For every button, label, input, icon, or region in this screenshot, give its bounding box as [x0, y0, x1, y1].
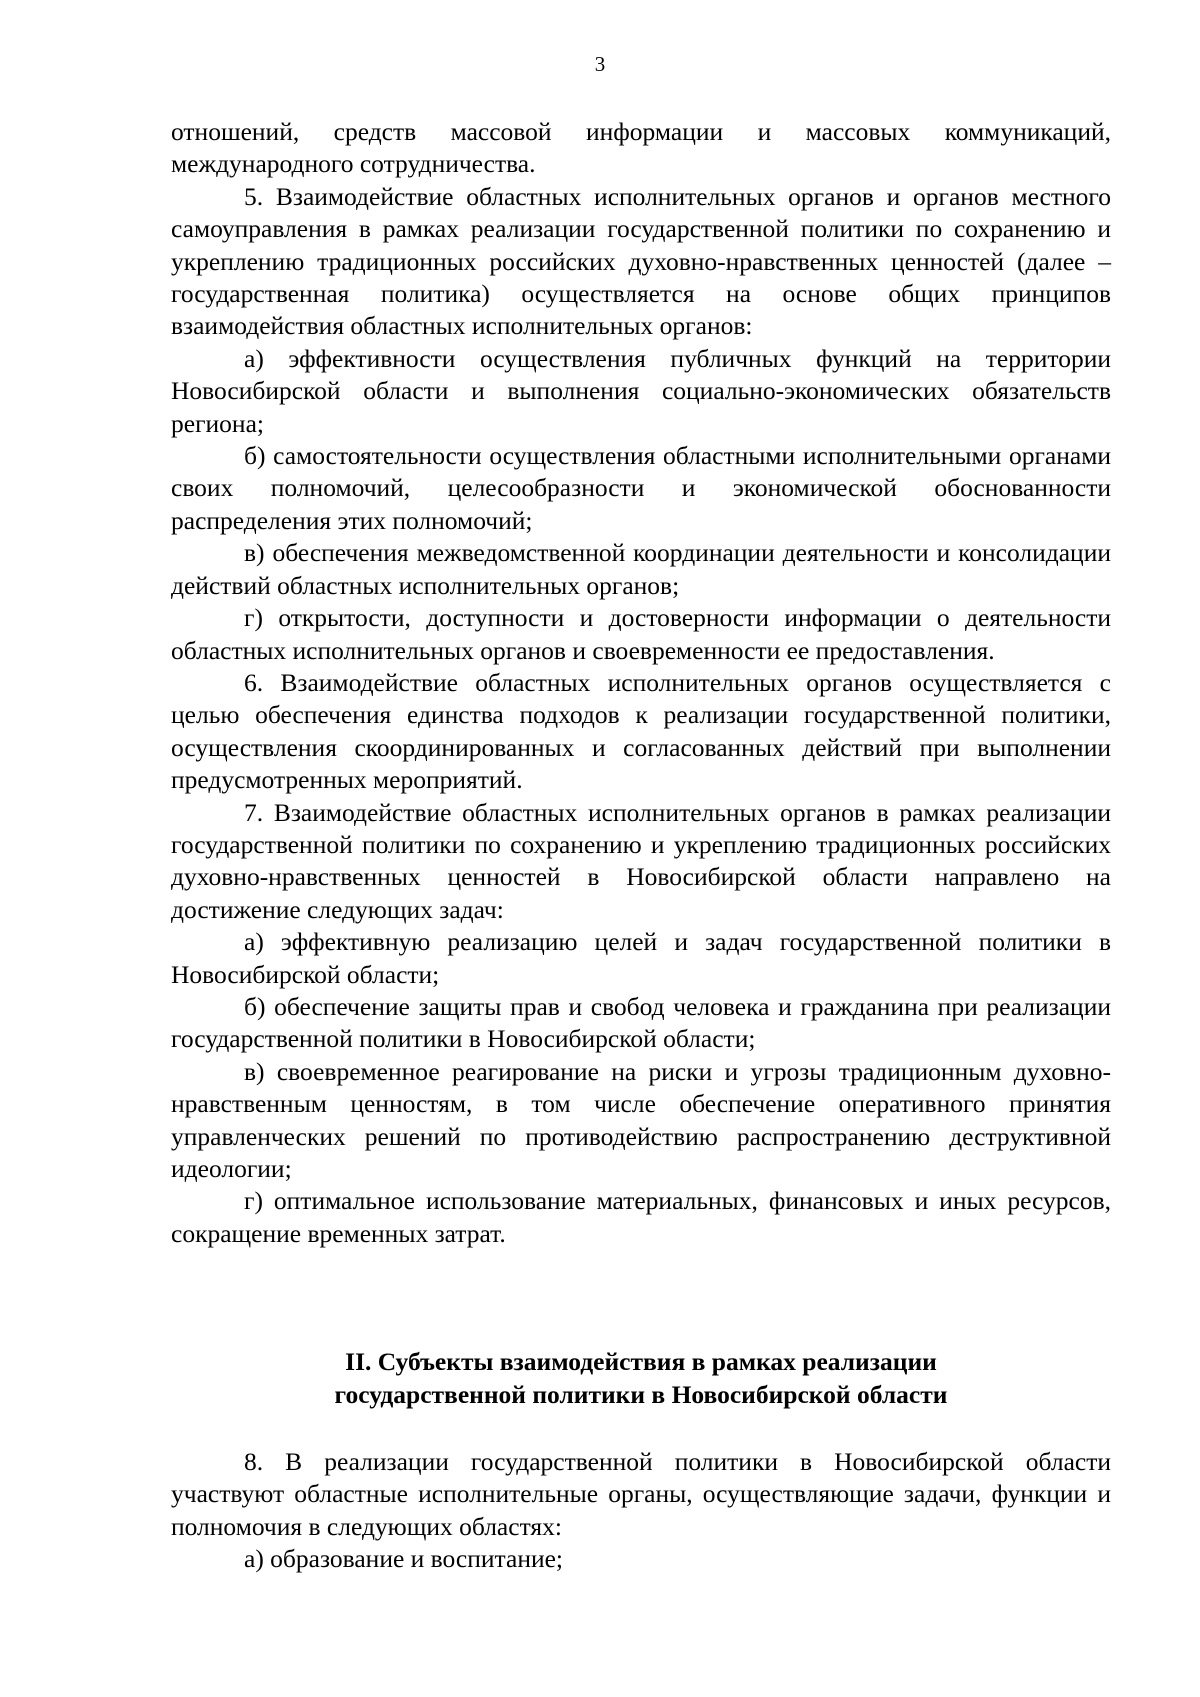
paragraph: отношений, средств массовой информации и массовых коммуникаций, международного сотрудничества. — [171, 117, 1111, 179]
paragraph: в) обеспечения межведомственной координации деятельности и консолидации действий областных исполнительных органов; — [171, 538, 1111, 600]
paragraph: 8. В реализации государственной политики в Новосибирской области участвуют областные исполнительные органы, осуществляющие задачи, функции и полномочия в следующих областях: — [171, 1447, 1111, 1541]
paragraph: б) обеспечение защиты прав и свобод человека и гражданина при реализации государственной политики в Новосибирской области; — [171, 991, 1111, 1054]
paragraph: 5. Взаимодействие областных исполнительных органов и органов местного самоуправления в рамках реализации государственной политики по сохранению и укреплению традиционных российских духовно-нравственных ценностей (далее – государственная политика) осуществляется на основе общих принципов взаимодействия областных исполнительных органов: — [171, 181, 1111, 341]
paragraph: в) своевременное реагирование на риски и угрозы традиционным духовно-нравственным ценностям, в том числе обеспечение оперативного принятия управленческих решений по противодействию распространению деструктивной идеологии; — [171, 1056, 1111, 1183]
paragraph: а) эффективности осуществления публичных функций на территории Новосибирской области и выполнения социально-экономических обязательств региона; — [171, 343, 1111, 438]
paragraph: а) образование и воспитание; — [244, 1544, 564, 1574]
paragraph: 6. Взаимодействие областных исполнительных органов осуществляется с целью обеспечения единства подходов к реализации государственной политики, осуществления скоординированных и согласованных действий при выполнении предусмотренных мероприятий. — [171, 667, 1111, 795]
paragraph: а) эффективную реализацию целей и задач государственной политики в Новосибирской области; — [171, 927, 1111, 989]
body-text-section-2 — [171, 1446, 1111, 1576]
paragraph: г) открытости, доступности и достоверности информации о деятельности областных исполнительных органов и своевременности ее предоставления. — [171, 603, 1111, 665]
section-heading-line: государственной политики в Новосибирской области — [334, 1379, 948, 1409]
section-heading — [171, 1346, 1111, 1411]
page-number: 3 — [594, 52, 606, 76]
section-heading-line: II. Субъекты взаимодействия в рамках реализации — [345, 1347, 937, 1376]
paragraph: 7. Взаимодействие областных исполнительных органов в рамках реализации государственной политики по сохранению и укреплению традиционных российских духовно-нравственных ценностей в Новосибирской области направлено на достижение следующих задач: — [171, 797, 1111, 924]
paragraph: б) самостоятельности осуществления областными исполнительными органами своих полномочий, целесообразности и экономической обоснованности распределения этих полномочий; — [171, 441, 1111, 535]
paragraph: г) оптимальное использование материальных, финансовых и иных ресурсов, сокращение временных затрат. — [171, 1186, 1111, 1248]
body-text-section-1 — [171, 116, 1111, 1250]
